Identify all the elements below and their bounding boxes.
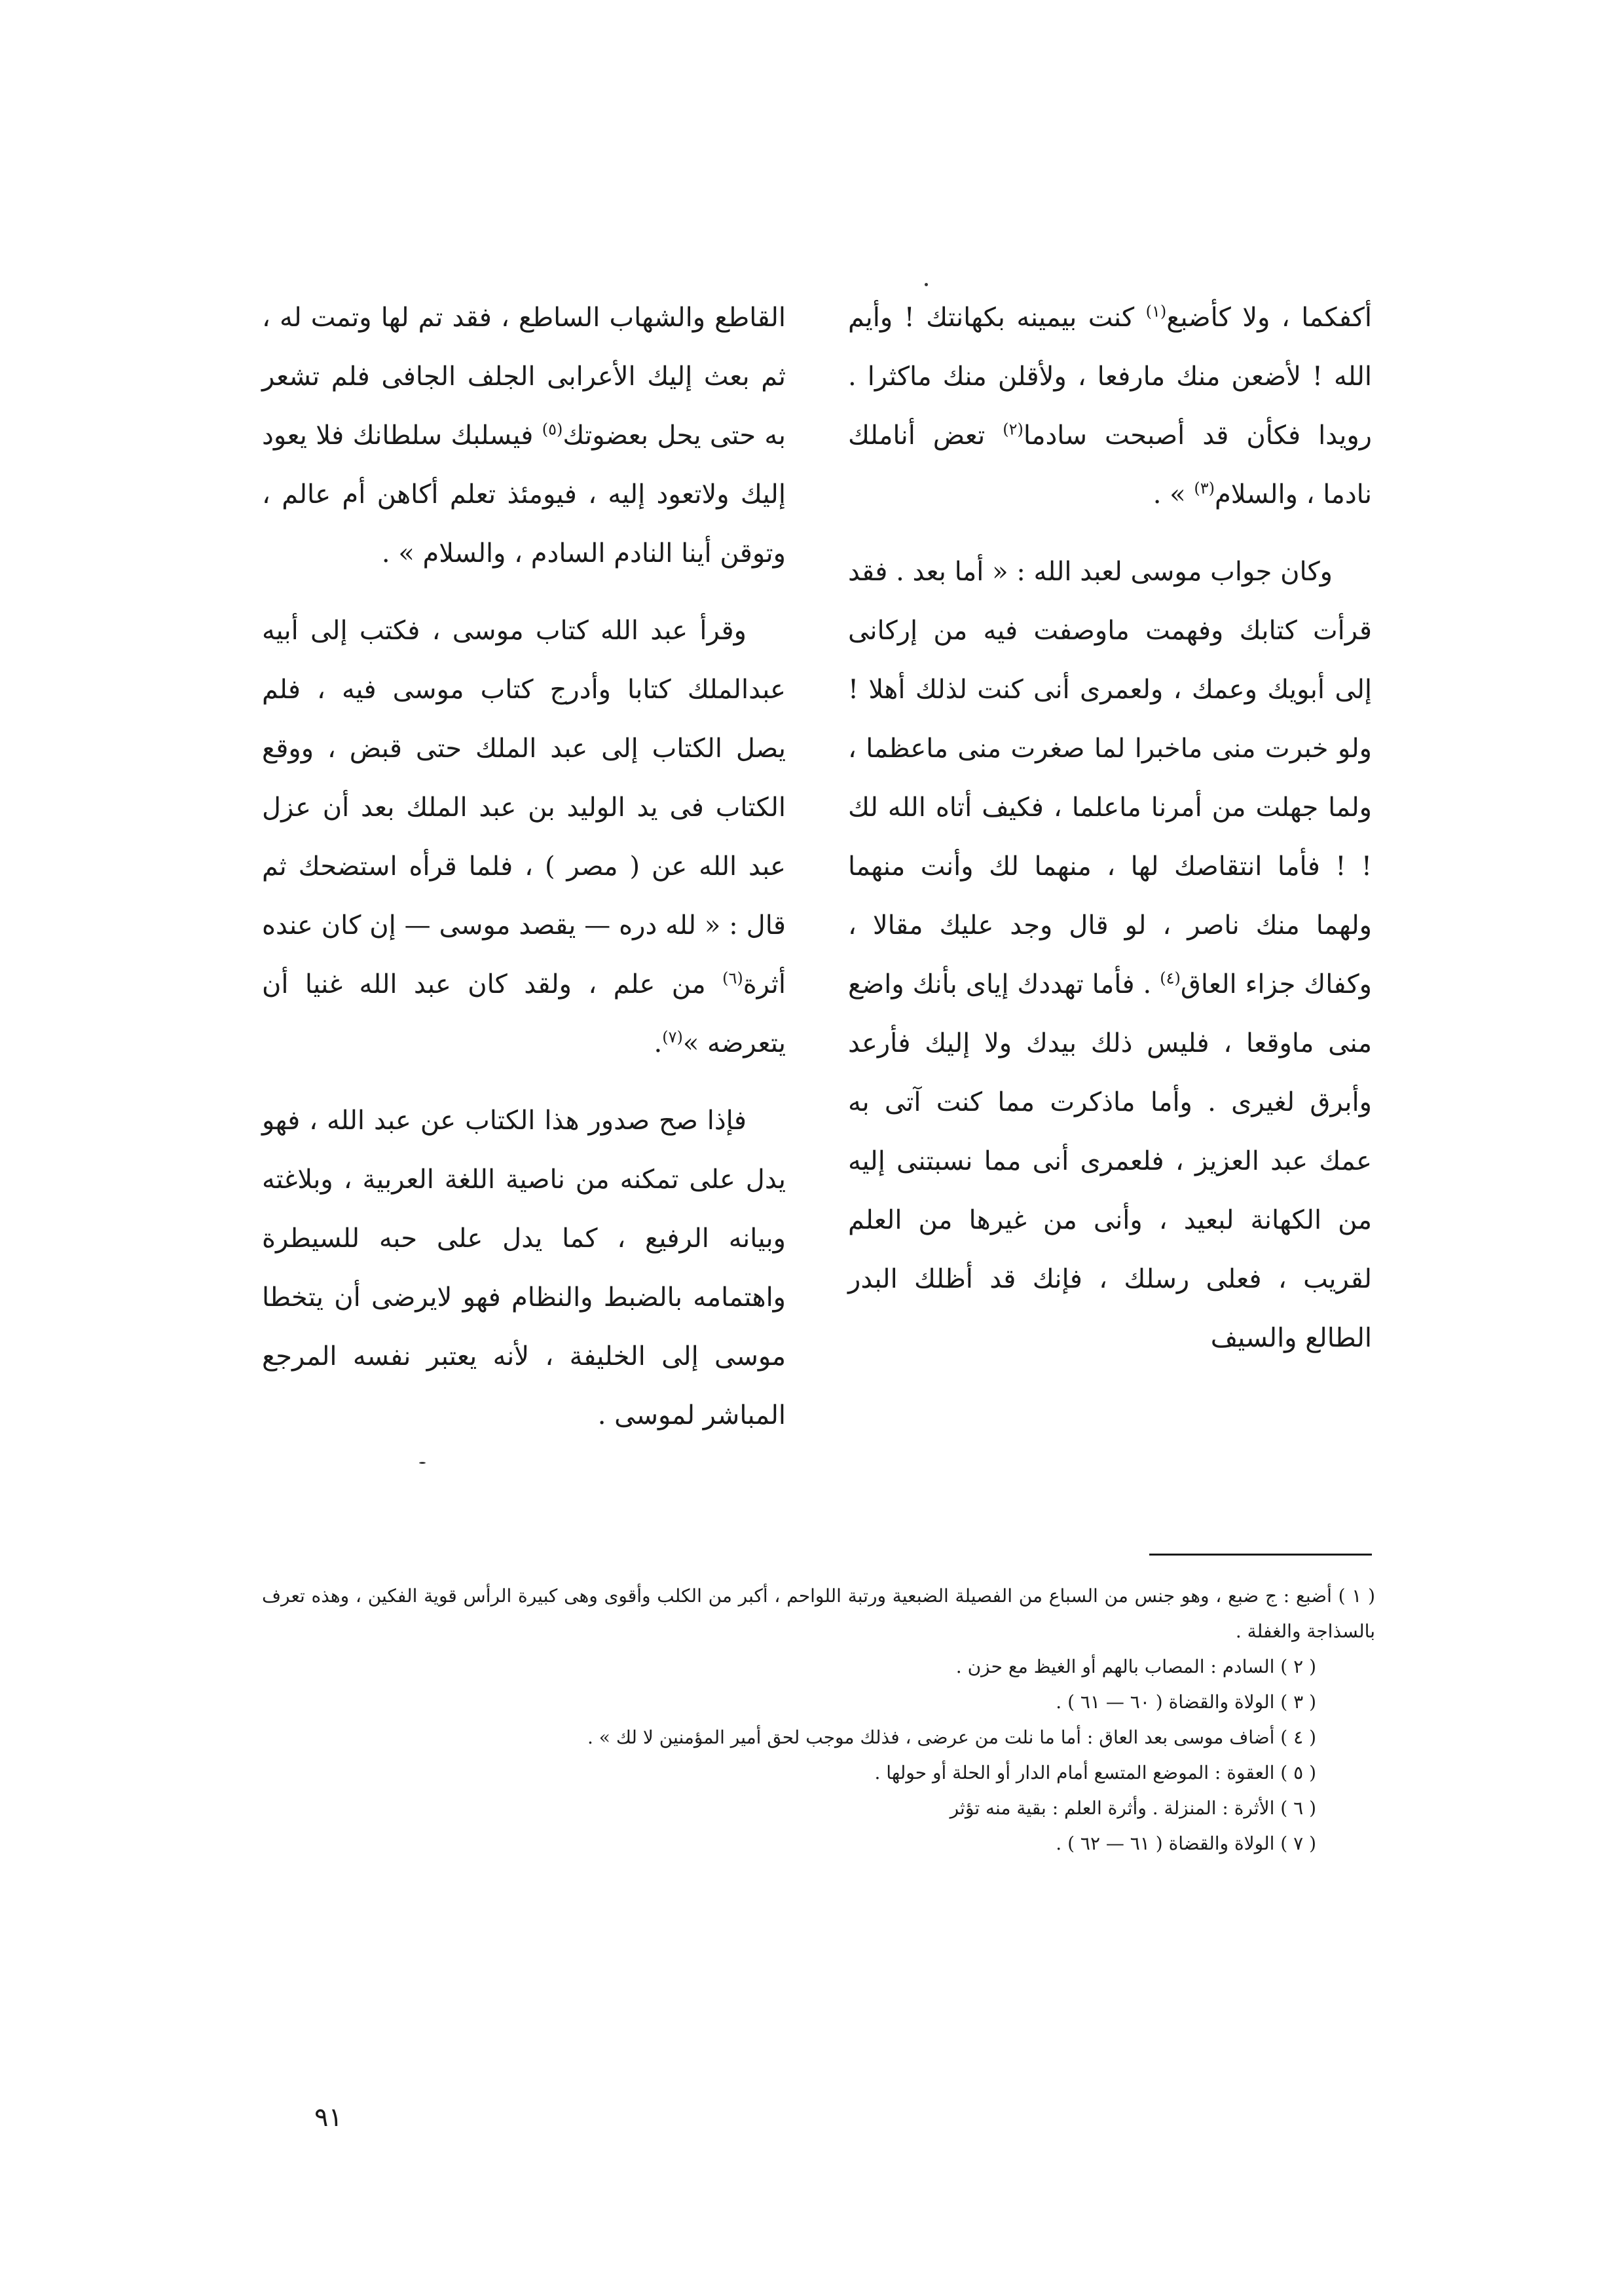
footnote-5: ( ٥ ) العقوة : الموضع المتسع أمام الدار أو الحلة أو حولها .: [874, 1762, 1316, 1783]
right-column: [848, 288, 1372, 1386]
footnote-1: ( ١ ) أضبع : ج ضبع ، وهو جنس من السباع من الفصيلة الضبعية ورتبة اللواحم ، أكبر من الكلب وأقوى وهى كبيرة الرأس قوية الفكين ، وهذه تعرف بالسذاجة والغفلة .: [262, 1585, 1375, 1642]
page-number: ٩١: [314, 2102, 342, 2133]
text-run: تعض أناملك نادما ، والسلام: [848, 420, 1372, 510]
text-run: وقرأ عبد الله كتاب موسى ، فكتب إلى أبيه عبدالملك كتابا وأدرج كتاب موسى فيه ، فلم يصل الكتاب إلى عبد الملك حتى قبض ، ووقع الكتاب فى يد الوليد بن عبد الملك بعد أن عزل عبد الله عن ( مصر ) ، فلما قرأه استضحك ثم قال : « لله دره — يقصد موسى — إن كان عنده أثرة: [262, 616, 786, 999]
footnote-3: ( ٣ ) الولاة والقضاة ( ٦٠ — ٦١ ) .: [1056, 1691, 1316, 1713]
scan-speck: [925, 283, 928, 286]
footnote-ref-7[interactable]: (٧): [662, 1028, 683, 1047]
text-run: . فأما تهددك إياى بأنك واضع منى ماوقعا ، فليس ذلك بيدك ولا إليك فأرعد وأبرق لغيرى . وأما ماذكرت مما كنت آتى به عمك عبد العزيز ، فلعمرى أنى مما نسبتنى إليه من الكهانة لبعيد ، وأنى من غيرها من العلم لقريب ، فعلى رسلك ، فإنك قد أظلك البدر الطالع والسيف: [848, 969, 1372, 1353]
text-run: كنت بيمينه بكهانتك ! وأيم الله ! لأضعن منك مارفعا ، ولأقلن منك ماكثرا . رويدا فكأن قد أصبحت سادما: [848, 303, 1372, 451]
text-run: القاطع والشهاب الساطع ، فقد تم لها وتمت له ، ثم بعث إليك الأعرابى الجلف الجافى فلم تشعر به حتى يحل بعضوتك: [262, 303, 786, 451]
text-run: .: [654, 1028, 663, 1058]
left-paragraph-1: [262, 288, 786, 583]
footnote-ref-5[interactable]: (٥): [542, 420, 563, 439]
footnote-7: ( ٧ ) الولاة والقضاة ( ٦١ — ٦٢ ) .: [1056, 1833, 1316, 1854]
text-run: أكفكما ، ولا كأضبع: [1166, 303, 1373, 333]
footnote-ref-1[interactable]: (١): [1145, 302, 1167, 321]
left-paragraph-2: [262, 601, 786, 1073]
text-run: من علم ، ولقد كان عبد الله غنيا أن يتعرضه »: [262, 969, 786, 1058]
left-paragraph-3: فإذا صح صدور هذا الكتاب عن عبد الله ، فهو يدل على تمكنه من ناصية اللغة العربية ، وبلاغته وبيانه الرفيع ، كما يدل على حبه للسيطرة واهتمامه بالضبط والنظام فهو لايرضى أن يتخطا موسى إلى الخليفة ، لأنه يعتبر نفسه المرجع المباشر لموسى .: [262, 1106, 786, 1430]
right-paragraph-1: [848, 288, 1372, 524]
text-run: » .: [1153, 479, 1194, 510]
text-run: وكان جواب موسى لعبد الله : « أما بعد . فقد قرأت كتابك وفهمت ماوصفت فيه من إركانى إلى أبويك وعمك ، ولعمرى أنى كنت لذلك أهلا ! ولو خبرت منى ماخبرا لما صغرت منى ماعظما ، ولما جهلت من أمرنا ماعلما ، فكيف أتاه الله لك ! ! فأما انتقاصك لها ، منهما لك وأنت منهما ولهما منك ناصر ، لو قال وجد عليك مقالا ، وكفاك جزاء العاق: [848, 557, 1372, 999]
text-run: فيسلبك سلطانك فلا يعود إليك ولاتعود إليه ، فيومئذ تعلم أكاهن أم عالم ، وتوقن أينا النادم السادم ، والسلام » .: [262, 420, 786, 569]
footnote-ref-4[interactable]: (٤): [1160, 969, 1181, 988]
footnote-6: ( ٦ ) الأثرة : المنزلة . وأثرة العلم : بقية منه تؤثر: [950, 1797, 1316, 1819]
footnote-divider: [1149, 1554, 1372, 1556]
left-column: [262, 288, 786, 1463]
right-paragraph-2: [848, 542, 1372, 1368]
footnote-2: ( ٢ ) السادم : المصاب بالهم أو الغيظ مع حزن .: [955, 1656, 1316, 1677]
footnote-ref-6[interactable]: (٦): [722, 969, 743, 988]
scan-speck: [419, 1462, 426, 1464]
footnote-ref-3[interactable]: (٣): [1194, 479, 1215, 498]
footnotes-section: [262, 1578, 1375, 1861]
footnote-4: ( ٤ ) أضاف موسى بعد العاق : أما ما نلت من عرضى ، فذلك موجب لحق أمير المؤمنين لا لك » .: [587, 1726, 1316, 1748]
footnote-ref-2[interactable]: (٢): [1003, 420, 1024, 439]
